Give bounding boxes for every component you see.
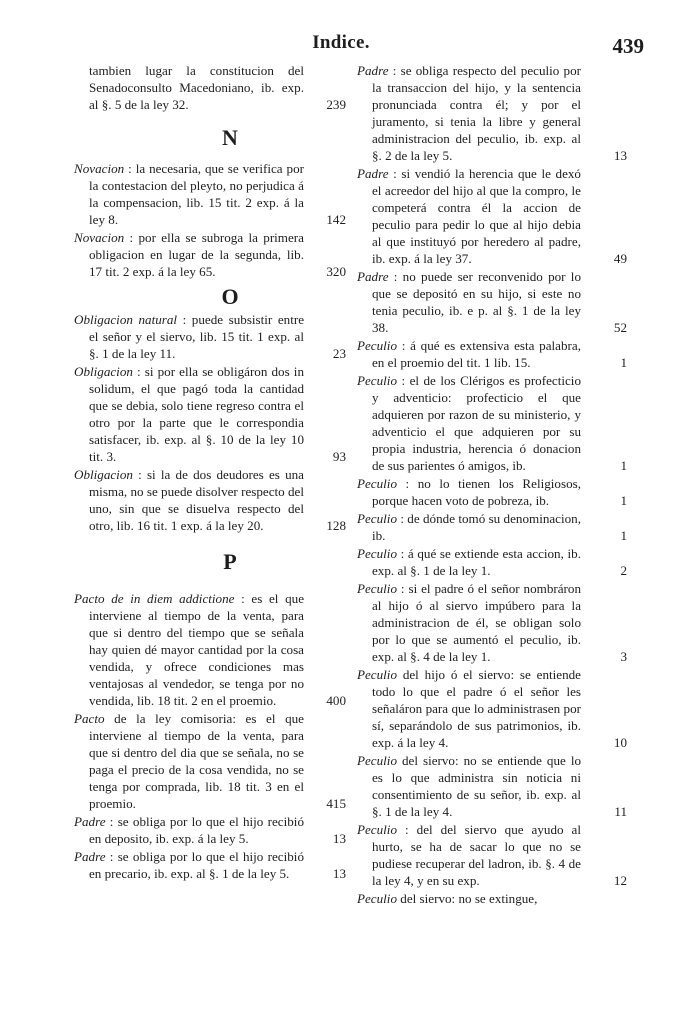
- entry-headword: Padre: [357, 63, 389, 78]
- entry-page: 23: [332, 346, 346, 361]
- entry-page: 13: [332, 831, 346, 846]
- entry-headword: Obligacion natural: [74, 312, 178, 327]
- entry-page: 320: [326, 264, 346, 279]
- index-entry: [74, 363, 346, 465]
- entry-text: : no lo tienen los Religiosos, porque hacen voto de pobreza, ib.: [372, 476, 581, 508]
- entry-headword: Peculio: [357, 511, 397, 526]
- entry-headword: Padre: [357, 166, 389, 181]
- index-entry: [357, 165, 625, 267]
- index-entry: [357, 62, 625, 164]
- entry-text: : se obliga por lo que el hijo recibió en deposito, ib. exp. á la ley 5.: [89, 814, 304, 846]
- entry-page: 1: [620, 493, 627, 508]
- entry-text: : si la de dos deudores es una misma, no se puede disolver respecto del uno, sin que se disuelva respecto del otro, lib. 16 tit. 1 exp. á la ley 20.: [89, 467, 304, 533]
- entry-headword: Peculio: [357, 667, 397, 682]
- index-entry: [357, 580, 625, 665]
- entry-text: : se obliga respecto del peculio por la transaccion del hijo, y la sentencia pronunciada contra él; y por el juramento, si tenia la libre y general administracion del peculio, ib. exp. al §. 2 de la ley 5.: [372, 63, 581, 163]
- entry-text: : de dónde tomó su denominacion, ib.: [372, 511, 582, 543]
- running-header-title: Indice.: [312, 32, 370, 53]
- entry-text: : á qué es extensiva esta palabra, en el proemio del tit. 1 lib. 15.: [372, 338, 581, 370]
- entry-page: 93: [332, 449, 346, 464]
- entry-text: : si por ella se obligáron dos in solidum, el que pagó toda la cantidad que se debia, solo tiene regreso contra el otro por la parte que le correspondia satisfacer, ib. exp. al §. 10 de la ley 10 tit. 3.: [89, 364, 304, 464]
- entry-text: : á qué se extiende esta accion, ib. exp. al §. 1 de la ley 1.: [372, 546, 581, 578]
- index-entry: [357, 268, 625, 336]
- index-entry: [357, 545, 625, 579]
- entry-text: del siervo: no se extingue,: [400, 891, 538, 906]
- entry-headword: Peculio: [357, 338, 397, 353]
- index-entry: [74, 229, 346, 280]
- entry-page: 142: [326, 212, 346, 227]
- index-entry: [74, 466, 346, 534]
- entry-page: 12: [613, 873, 627, 888]
- entry-page: 128: [326, 518, 346, 533]
- entry-page: 1: [620, 458, 627, 473]
- index-entry: [357, 510, 625, 544]
- index-entry: [357, 666, 625, 751]
- entry-text: tambien lugar la constitucion del Senadoconsulto Macedoniano, ib. exp. al §. 5 de la ley 32.: [89, 63, 304, 112]
- entry-headword: Padre: [74, 814, 106, 829]
- entry-text: : si el padre ó el señor nombráron al hijo ó al siervo impúbero para la administracion de él, se obligan solo por lo que se aumentó el peculio, ib. exp. al §. 4 de la ley 1.: [372, 581, 582, 664]
- entry-headword: Peculio: [357, 891, 397, 906]
- entry-headword: Padre: [357, 269, 389, 284]
- entry-page: 2: [620, 563, 627, 578]
- entry-headword: Novacion: [74, 161, 125, 176]
- entry-text: : puede subsistir entre el señor y el siervo, lib. 15 tit. 1 exp. al §. 1 de la ley 11.: [89, 312, 305, 361]
- section-letter-n: N: [222, 125, 238, 150]
- entry-page: 10: [613, 735, 627, 750]
- entry-text: del hijo ó el siervo: se entiende todo lo que el padre ó el señor les señaláron para que lo administrasen por sí, separándolo de sus patrimonios, ib. exp. á la ley 4.: [372, 667, 581, 750]
- index-entry: [74, 813, 346, 847]
- entry-headword: Peculio: [357, 373, 397, 388]
- entry-page: 49: [613, 251, 627, 266]
- entry-text: : por ella se subroga la primera obligacion en lugar de la segunda, lib. 17 tit. 2 exp. á la ley 65.: [89, 230, 304, 279]
- index-entry: [74, 160, 346, 228]
- index-entry: [357, 475, 625, 509]
- entry-headword: Peculio: [357, 581, 397, 596]
- entry-text: : si vendió la herencia que le dexó el acreedor del hijo al que la compro, le competerá contra él la accion de peculio para pedir lo que al hijo debia al que instituyó por heredero al padre, ib. exp. á la ley 37.: [372, 166, 581, 266]
- index-entry: [74, 590, 346, 709]
- entry-headword: Peculio: [357, 822, 397, 837]
- entry-page: 13: [613, 148, 627, 163]
- entry-page: 13: [332, 866, 346, 881]
- section-letter-o: O: [221, 284, 239, 309]
- entry-headword: Peculio: [357, 546, 397, 561]
- entry-page: 3: [620, 649, 627, 664]
- entry-headword: Pacto: [74, 711, 105, 726]
- section-letter-p: P: [223, 549, 237, 574]
- index-entry: [74, 848, 346, 882]
- entry-page: 52: [613, 320, 627, 335]
- right-column: [357, 62, 625, 908]
- entry-headword: Novacion: [74, 230, 125, 245]
- entry-headword: Peculio: [357, 753, 397, 768]
- page-number: 439: [612, 34, 644, 58]
- entry-text: : es el que interviene al tiempo de la venta, para que si dentro del tiempo que se señala hay quien dé mayor cantidad por la cosa vendida, y ofrece condiciones mas ventajosas al vendedor, se tenga por no vendida, lib. 18 tit. 2 en el proemio.: [89, 591, 304, 708]
- entry-text: : no puede ser reconvenido por lo que se depositó en su hijo, si este no tenia peculio, ib. e p. al §. 1 de la ley 38.: [372, 269, 581, 335]
- entry-headword: Obligacion: [74, 364, 133, 379]
- left-column: [74, 62, 346, 883]
- entry-text: : el de los Clérigos es profecticio y adventicio: profecticio el que adquieren por razon de su ministerio, y adventicio el que adquieren por su propia industria, herencia ó donacion de sus parientes ó amigos, ib.: [372, 373, 581, 473]
- entry-text: del siervo: no se entiende que lo es lo que administra sin noticia ni consentimiento de su señor, ib. exp. al §. 1 de la ley 4.: [372, 753, 582, 819]
- entry-text: : del del siervo que ayudo al hurto, se ha de sacar lo que no se pudiese recuperar del ladron, ib. §. 4 de la ley 4, y en su exp.: [372, 822, 582, 888]
- entry-page: 239: [326, 97, 346, 112]
- entry-page: 1: [620, 355, 627, 370]
- index-entry: [357, 752, 625, 820]
- entry-headword: Pacto de in diem addictione: [74, 591, 235, 606]
- entry-headword: Peculio: [357, 476, 397, 491]
- index-entry: [357, 890, 625, 907]
- index-entry: [74, 62, 346, 113]
- entry-headword: Padre: [74, 849, 106, 864]
- entry-text: : la necesaria, que se verifica por la contestacion del pleyto, no perjudica á la compensacion, lib. 15 tit. 2 exp. á la ley 8.: [89, 161, 304, 227]
- entry-page: 400: [326, 693, 346, 708]
- entry-text: : se obliga por lo que el hijo recibió en precario, ib. exp. al §. 1 de la ley 5.: [89, 849, 304, 881]
- index-entry: [357, 337, 625, 371]
- index-entry: [74, 710, 346, 812]
- entry-text: de la ley comisoria: es el que interviene al tiempo de la venta, para que si dentro del dia que se señala, no se paga el precio de la cosa vendida, no se tenga por comprada, lib. 18 tit. 3 en el proemio.: [89, 711, 304, 811]
- entry-page: 11: [614, 804, 627, 819]
- index-entry: [357, 821, 625, 889]
- index-entry: [357, 372, 625, 474]
- entry-page: 1: [620, 528, 627, 543]
- index-entry: [74, 311, 346, 362]
- entry-page: 415: [326, 796, 346, 811]
- entry-headword: Obligacion: [74, 467, 133, 482]
